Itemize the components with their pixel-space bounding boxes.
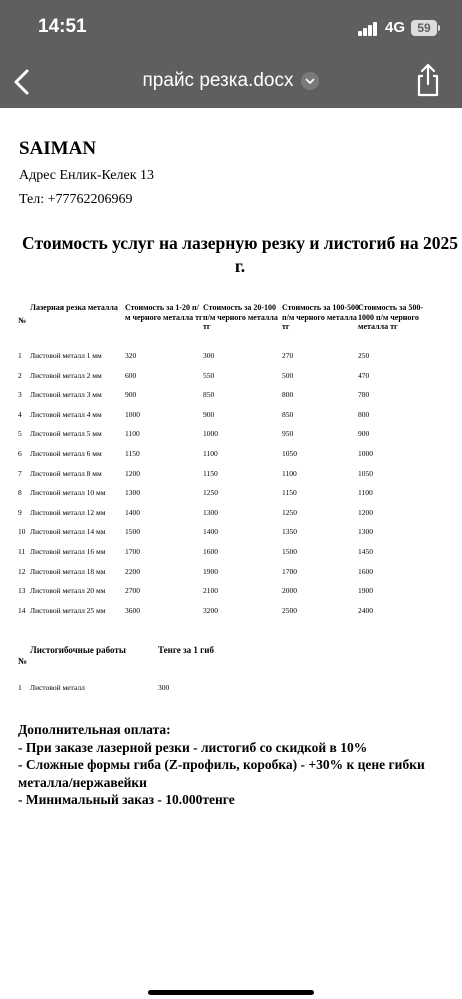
cell: 1 [18,683,22,692]
cell: 8 [18,488,22,498]
cell: Листовой металл [30,683,85,692]
cell: 1600 [358,566,373,576]
bending-header-work: Листогибочные работы [30,645,126,655]
header-price-500-1000: Стоимость за 500-1000 п/м черного металла тг [358,303,424,331]
table-header [18,301,438,345]
cell: 11 [18,546,26,556]
table-row [18,521,438,541]
cell: 1050 [282,448,297,458]
cell: 270 [282,351,294,360]
cell: 1100 [125,429,140,439]
cell: 500 [282,370,294,380]
cell: 1250 [282,507,297,517]
cell: 2100 [203,586,218,596]
cell: 2700 [125,586,140,596]
cell: 12 [18,566,26,576]
table-row [18,482,438,502]
header-price-20-100: Стоимость за 20-100 п/м черного металла тг [203,303,278,331]
cell: 550 [203,370,215,380]
cell: 14 [18,605,26,615]
document-title-button[interactable] [0,70,462,92]
table-row [18,600,438,620]
cell: 320 [125,351,137,360]
table-row [18,463,438,483]
document-title: прайс резка.docx [142,70,294,91]
table-row [18,580,438,600]
cell: 1300 [125,488,140,498]
table-row [18,345,438,365]
status-time: 14:51 [38,16,87,37]
cell: 1100 [282,468,297,478]
header-price-1-20: Стоимость за 1-20 п/м черного металла тг [125,303,203,322]
cell: 2 [18,370,22,380]
cell: 2400 [358,605,373,615]
chevron-down-icon[interactable] [301,72,319,90]
cell: Листовой металл 2 мм [30,370,102,380]
company-name: SAIMAN [19,138,97,159]
cell: Листовой металл 18 мм [30,566,106,576]
header-service: Лазерная резка металла [30,303,118,312]
cell: 300 [158,683,170,692]
cell: Листовой металл 8 мм [30,468,102,478]
table-row [18,384,438,404]
document-page[interactable] [0,108,462,999]
cell: 2200 [125,566,140,576]
cell: 900 [203,409,215,419]
cell: 1400 [203,527,218,537]
bending-header-number: № [18,656,28,666]
cell: 1150 [282,488,297,498]
additional-payment-line: - Сложные формы гиба (Z-профиль, коробка) - +30% к цене гибки металла/нержавейки [18,757,425,790]
cell: 1000 [125,409,140,419]
laser-cutting-price-table [18,301,438,619]
cell: Листовой металл 14 мм [30,527,106,537]
cell: 1900 [203,566,218,576]
cell: 1200 [358,507,373,517]
cell: 7 [18,468,22,478]
cell: 13 [18,586,26,596]
cell: 1250 [203,488,218,498]
cell: 900 [358,429,370,439]
cell: 1100 [358,488,373,498]
cell: 3200 [203,605,218,615]
cell: Листовой металл 16 мм [30,546,106,556]
cell: Листовой металл 5 мм [30,429,102,439]
cell: 4 [18,409,22,419]
cell: Листовой металл 12 мм [30,507,106,517]
cell: 1500 [125,527,140,537]
cell: 850 [203,390,215,400]
network-type: 4G [385,19,406,36]
bending-table-header [18,643,318,669]
table-row [18,561,438,581]
cell: 800 [282,390,294,400]
table-row [18,365,438,385]
cell: 250 [358,351,370,360]
cell: 2500 [282,605,297,615]
cell: 3 [18,390,22,400]
cell: 6 [18,448,22,458]
header-price-100-500: Стоимость за 100-500 п/м черного металла тг [282,303,360,331]
cell: 1300 [203,507,218,517]
cell: 1900 [358,586,373,596]
cell: 1300 [358,527,373,537]
company-phone: Тел: +77762206969 [19,192,133,207]
share-button[interactable] [412,62,444,98]
cell: 800 [358,409,370,419]
share-icon [412,62,444,98]
company-address: Адрес Енлик-Келек 13 [19,168,155,183]
cell: 3600 [125,605,140,615]
cellular-signal-icon [358,22,380,36]
battery-icon: 59 [411,20,437,36]
battery-cap [438,25,440,31]
cell: 780 [358,390,370,400]
cell: Листовой металл 10 мм [30,488,106,498]
table-row [18,404,438,424]
cell: 1200 [125,468,140,478]
cell: Листовой металл 20 мм [30,586,106,596]
additional-payment-line: Дополнительная оплата: [18,722,171,737]
bending-header-price: Тенге за 1 гиб [158,645,214,655]
nav-bar [0,58,462,108]
cell: 2000 [282,586,297,596]
additional-payment-line: - Минимальный заказ - 10.000тенге [18,792,235,807]
cell: 1150 [203,468,218,478]
cell: 9 [18,507,22,517]
additional-payment-line: - При заказе лазерной резки - листогиб со скидкой в 10% [18,739,368,755]
table-row [18,502,438,522]
cell: Листовой металл 6 мм [30,448,102,458]
cell: Листовой металл 1 мм [30,351,102,360]
cell: 1000 [358,448,373,458]
cell: 300 [203,351,215,360]
cell: 470 [358,370,370,380]
status-bar [0,0,462,58]
cell: 1100 [203,448,218,458]
home-indicator[interactable] [148,990,314,995]
cell: 1600 [203,546,218,556]
cell: Листовой металл 4 мм [30,409,102,419]
cell: 1400 [125,507,140,517]
cell: 1150 [125,448,140,458]
cell: 1 [18,351,22,360]
cell: 1700 [125,546,140,556]
cell: 1350 [282,527,297,537]
cell: Листовой металл 3 мм [30,390,102,400]
cell: 10 [18,527,26,537]
document-heading: Стоимость услуг на лазерную резку и листогиб на 2025 г. [22,233,458,276]
table-row [18,541,438,561]
cell: 600 [125,370,137,380]
cell: 1000 [203,429,218,439]
table-row [18,423,438,443]
table-row [18,443,438,463]
cell: 950 [282,429,294,439]
cell: 1700 [282,566,297,576]
cell: 1500 [282,546,297,556]
additional-payment-section [18,721,448,809]
cell: 1450 [358,546,373,556]
cell: 5 [18,429,22,439]
cell: 900 [125,390,137,400]
cell: 1050 [358,468,373,478]
cell: 850 [282,409,294,419]
header-number: № [18,316,27,325]
cell: Листовой металл 25 мм [30,605,106,615]
